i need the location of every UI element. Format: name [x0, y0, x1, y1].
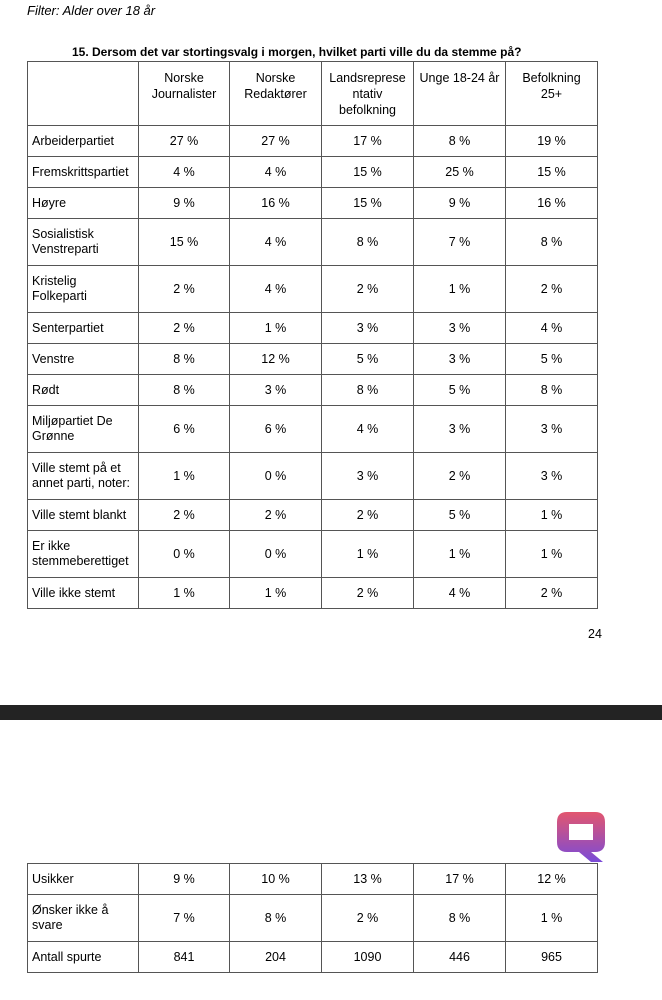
- table-cell: 16 %: [506, 188, 598, 219]
- table-cell: 3 %: [322, 453, 414, 500]
- table-row: [28, 126, 598, 157]
- table-cell: 9 %: [414, 188, 506, 219]
- table-cell: 1 %: [139, 453, 230, 500]
- table-cell: 8 %: [506, 219, 598, 266]
- table-cell: 204: [230, 942, 322, 973]
- table-cell: 8 %: [506, 375, 598, 406]
- table-cell: 8 %: [322, 219, 414, 266]
- table-cell: 7 %: [414, 219, 506, 266]
- row-label: Kristelig Folkeparti: [28, 266, 139, 313]
- table-cell: 8 %: [322, 375, 414, 406]
- column-header: Landsreprese ntativ befolkning: [322, 62, 414, 126]
- table-cell: 25 %: [414, 157, 506, 188]
- table-cell: 3 %: [506, 406, 598, 453]
- table-cell: 15 %: [506, 157, 598, 188]
- results-table-continued: [27, 863, 598, 973]
- table-row: [28, 188, 598, 219]
- table-cell: 2 %: [322, 266, 414, 313]
- table-cell: 0 %: [139, 531, 230, 578]
- table-cell: 15 %: [139, 219, 230, 266]
- row-label: Ville stemt på et annet parti, noter:: [28, 453, 139, 500]
- table-cell: 7 %: [139, 895, 230, 942]
- table-row: [28, 313, 598, 344]
- table-cell: 4 %: [506, 313, 598, 344]
- table-cell: 2 %: [230, 500, 322, 531]
- table-cell: 965: [506, 942, 598, 973]
- row-label: Er ikke stemmeberettiget: [28, 531, 139, 578]
- table-cell: 1 %: [322, 531, 414, 578]
- table-cell: 3 %: [414, 344, 506, 375]
- row-label: Arbeiderpartiet: [28, 126, 139, 157]
- table-cell: 2 %: [506, 266, 598, 313]
- table-cell: 9 %: [139, 188, 230, 219]
- column-header: [28, 62, 139, 126]
- table-cell: 446: [414, 942, 506, 973]
- table-cell: 8 %: [414, 126, 506, 157]
- table-cell: 13 %: [322, 864, 414, 895]
- table-cell: 2 %: [139, 313, 230, 344]
- row-label: Usikker: [28, 864, 139, 895]
- row-label: Senterpartiet: [28, 313, 139, 344]
- results-table: [27, 61, 598, 609]
- row-label: Ville stemt blankt: [28, 500, 139, 531]
- page-number: 24: [588, 627, 602, 641]
- table-cell: 1 %: [506, 895, 598, 942]
- table-row: [28, 864, 598, 895]
- table-cell: 1 %: [230, 313, 322, 344]
- table-cell: 4 %: [414, 578, 506, 609]
- table-cell: 2 %: [506, 578, 598, 609]
- table-cell: 4 %: [322, 406, 414, 453]
- table-cell: 8 %: [230, 895, 322, 942]
- table-cell: 9 %: [139, 864, 230, 895]
- column-header: Befolkning 25+: [506, 62, 598, 126]
- table-cell: 17 %: [414, 864, 506, 895]
- table-cell: 27 %: [230, 126, 322, 157]
- page-divider: [0, 705, 662, 720]
- table-cell: 0 %: [230, 531, 322, 578]
- table-cell: 5 %: [414, 500, 506, 531]
- table-cell: 4 %: [230, 219, 322, 266]
- table-cell: 19 %: [506, 126, 598, 157]
- q-logo-icon: [555, 810, 607, 864]
- table-row: [28, 157, 598, 188]
- table-cell: 8 %: [139, 375, 230, 406]
- table-cell: 5 %: [322, 344, 414, 375]
- table-cell: 2 %: [414, 453, 506, 500]
- table-cell: 4 %: [139, 157, 230, 188]
- table-header-row: [28, 62, 598, 126]
- table-row: [28, 344, 598, 375]
- table-cell: 4 %: [230, 157, 322, 188]
- row-label: Venstre: [28, 344, 139, 375]
- table-cell: 1090: [322, 942, 414, 973]
- table-cell: 2 %: [322, 895, 414, 942]
- column-header: Norske Redaktører: [230, 62, 322, 126]
- table-cell: 3 %: [414, 313, 506, 344]
- table-cell: 3 %: [506, 453, 598, 500]
- table-cell: 5 %: [414, 375, 506, 406]
- table-cell: 15 %: [322, 188, 414, 219]
- table-cell: 841: [139, 942, 230, 973]
- table-cell: 1 %: [230, 578, 322, 609]
- table-row: [28, 895, 598, 942]
- table-cell: 1 %: [506, 500, 598, 531]
- table-cell: 6 %: [139, 406, 230, 453]
- table-cell: 2 %: [322, 578, 414, 609]
- table-cell: 2 %: [139, 500, 230, 531]
- table-row: [28, 266, 598, 313]
- table-cell: 3 %: [322, 313, 414, 344]
- table-cell: 6 %: [230, 406, 322, 453]
- table-cell: 4 %: [230, 266, 322, 313]
- table-cell: 2 %: [139, 266, 230, 313]
- table-cell: 0 %: [230, 453, 322, 500]
- row-label: Sosialistisk Venstreparti: [28, 219, 139, 266]
- table-cell: 1 %: [139, 578, 230, 609]
- table-cell: 27 %: [139, 126, 230, 157]
- table-cell: 10 %: [230, 864, 322, 895]
- column-header: Norske Journalister: [139, 62, 230, 126]
- table-cell: 3 %: [414, 406, 506, 453]
- table-row: [28, 375, 598, 406]
- table-cell: 12 %: [230, 344, 322, 375]
- table-cell: 12 %: [506, 864, 598, 895]
- row-label: Ønsker ikke å svare: [28, 895, 139, 942]
- table-row: [28, 942, 598, 973]
- table-cell: 8 %: [414, 895, 506, 942]
- table-row: [28, 453, 598, 500]
- question-title: 15. Dersom det var stortingsvalg i morgen, hvilket parti ville du da stemme på?: [72, 45, 522, 59]
- table-cell: 16 %: [230, 188, 322, 219]
- table-row: [28, 219, 598, 266]
- table-cell: 1 %: [414, 266, 506, 313]
- table-cell: 5 %: [506, 344, 598, 375]
- table-row: [28, 500, 598, 531]
- table-row: [28, 406, 598, 453]
- row-label: Ville ikke stemt: [28, 578, 139, 609]
- table-cell: 8 %: [139, 344, 230, 375]
- table-cell: 3 %: [230, 375, 322, 406]
- row-label: Miljøpartiet De Grønne: [28, 406, 139, 453]
- table-cell: 1 %: [414, 531, 506, 578]
- table-cell: 17 %: [322, 126, 414, 157]
- table-row: [28, 531, 598, 578]
- table-cell: 15 %: [322, 157, 414, 188]
- column-header: Unge 18-24 år: [414, 62, 506, 126]
- table-cell: 2 %: [322, 500, 414, 531]
- row-label: Antall spurte: [28, 942, 139, 973]
- row-label: Fremskrittspartiet: [28, 157, 139, 188]
- filter-label: Filter: Alder over 18 år: [27, 3, 156, 18]
- row-label: Rødt: [28, 375, 139, 406]
- table-cell: 1 %: [506, 531, 598, 578]
- table-row: [28, 578, 598, 609]
- row-label: Høyre: [28, 188, 139, 219]
